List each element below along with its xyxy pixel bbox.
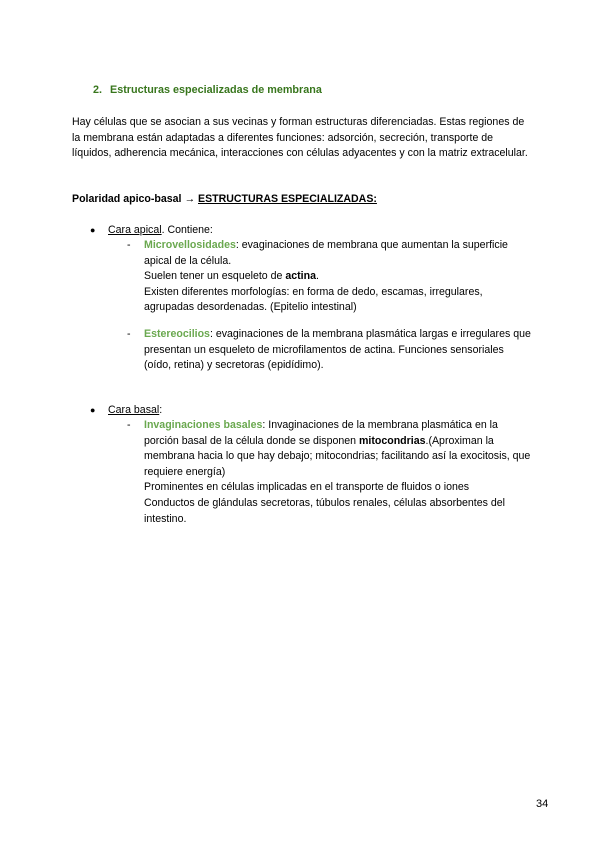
dash-icon: - [127,419,131,431]
item-invaginaciones [144,418,556,527]
intro-line: líquidos, adherencia mecánica, interacciones con células adyacentes y con la matriz extracelular. [72,147,528,160]
item-microvellosidades [144,238,556,316]
text-line: apical de la célula. [144,254,232,267]
arrow-icon: → [181,193,198,205]
text-line: Conductos de glándulas secretoras, túbulos renales, células absorbentes del [144,496,505,509]
text-line: (oído, retina) y secretoras (epidídimo). [144,359,324,372]
polarity-subheading [72,192,377,208]
polarity-label: Polaridad apico-basal [72,193,182,205]
text-line: : evaginaciones de membrana que aumentan la superficie [235,239,508,251]
apical-label: Cara apical [108,224,162,236]
page-number: 34 [536,798,549,810]
text-line: Prominentes en células implicadas en el transporte de fluidos o iones [144,481,470,494]
text-line: Existen diferentes morfologías: en forma de dedo, escamas, irregulares, [144,285,483,298]
term-estereocilios: Estereocilios [144,328,210,340]
term-invaginaciones: Invaginaciones basales [144,419,263,431]
section-heading [93,83,322,99]
text-line: presentan un esqueleto de microfilamentos de actina. Funciones sensoriales [144,343,504,356]
apical-suffix: . Contiene: [161,224,213,236]
text-line: : evaginaciones de la membrana plasmática largas e irregulares que [209,328,531,340]
text-line: Suelen tener un esqueleto de [144,270,286,283]
dash-icon: - [127,239,131,251]
bullet-apical [90,223,213,239]
intro-paragraph [72,115,550,162]
basal-label: Cara basal [108,404,160,416]
bold-term: mitocondrias [358,434,426,447]
text-punct: . [316,270,319,283]
intro-line: Hay células que se asocian a sus vecinas y forman estructuras diferenciadas. Estas regiones de [72,116,525,128]
intro-line: la membrana están adaptadas a diferentes funciones: adsorción, secreción, transporte de [72,131,494,144]
text-line: porción basal de la célula donde se disponen [144,434,359,447]
bold-term: actina [285,270,316,283]
basal-suffix: : [159,404,163,416]
section-number: 2. [93,84,103,96]
text-line: requiere energía) [144,465,226,478]
bullet-icon: ● [90,405,96,415]
bullet-basal [90,403,162,419]
section-title: Estructuras especializadas de membrana [110,84,322,96]
text-line: membrana hacia lo que hay debajo; mitocondrias; facilitando así la exocitosis, que [144,450,531,463]
text-line: intestino. [144,512,187,525]
text-line: : Invaginaciones de la membrana plasmática en la [262,419,498,431]
text-line: agrupadas desordenadas. (Epitelio intestinal) [144,301,357,314]
item-estereocilios [144,327,556,374]
dash-icon: - [127,328,131,340]
bullet-icon: ● [90,225,96,235]
term-microvellosidades: Microvellosidades [144,239,236,251]
polarity-title: ESTRUCTURAS ESPECIALIZADAS: [198,193,377,205]
text-line: .(Aproximan la [425,434,494,447]
